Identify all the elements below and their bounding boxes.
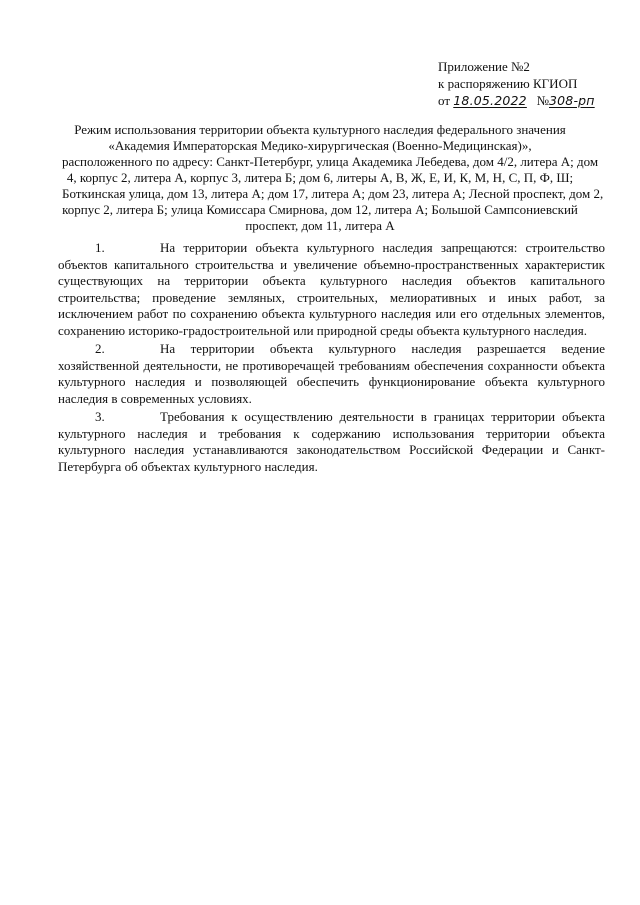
paragraph-1 <box>58 240 605 339</box>
paragraph-3 <box>58 409 605 475</box>
handwritten-date: 18.05.2022 <box>453 93 527 108</box>
appendix-header <box>438 58 628 109</box>
handwritten-number: 308-рп <box>549 93 595 108</box>
appendix-title: Приложение №2 <box>438 59 530 74</box>
title-line: Боткинская улица, дом 13, литера А; дом 17, литера А; дом 23, литера А; Лесной проспект, дом 2, <box>62 186 604 201</box>
document-body <box>58 240 605 477</box>
document-title <box>62 122 604 234</box>
paragraph-text: Требования к осуществлению деятельности в границах территории объекта культурного наследия и требования к содержанию использования территории объекта культурного наследия устанавливаются законодательством Российской Федерации и Санкт-Петербурга об объектах культурного наследия. <box>58 409 605 474</box>
from-prefix: от <box>438 93 454 108</box>
paragraph-2 <box>58 341 605 407</box>
appendix-date-number <box>438 92 628 109</box>
title-line: проспект, дом 11, литера А <box>245 218 395 233</box>
title-line: расположенного по адресу: Санкт-Петербург, улица Академика Лебедева, дом 4/2, литера А; дом <box>62 154 599 169</box>
paragraph-number: 3. <box>95 409 105 424</box>
number-prefix: № <box>536 93 549 108</box>
paragraph-number: 1. <box>95 240 105 255</box>
title-line: Режим использования территории объекта культурного наследия федерального значения <box>74 122 566 137</box>
paragraph-number: 2. <box>95 341 105 356</box>
paragraph-text: На территории объекта культурного наследия запрещаются: строительство объектов капитального строительства и увеличение объемно-пространственных характеристик существующих на территории объекта культурного наследия объектов капитального строительства; проведение земляных, строительных, мелиоративных и иных работ, за исключением работ по сохранению объекта культурного наследия или его отдельных элементов, сохранению историко-градостроительной или природной среды объекта культурного наследия. <box>58 240 605 338</box>
appendix-order-ref: к распоряжению КГИОП <box>438 76 578 91</box>
title-line: корпус 2, литера Б; улица Комиссара Смирнова, дом 12, литера А; Большой Сампсониевский <box>62 202 578 217</box>
title-line: 4, корпус 2, литера А, корпус 3, литера Б; дом 6, литеры А, В, Ж, Е, И, К, М, Н, С, П, Ф, Ш; <box>66 170 574 185</box>
title-line: «Академия Императорская Медико-хирургическая (Военно-Медицинская)», <box>108 138 532 153</box>
paragraph-text: На территории объекта культурного наследия разрешается ведение хозяйственной деятельности, не противоречащей требованиям обеспечения сохранности объекта культурного наследия и позволяющей обеспечить функционирование объекта культурного наследия в современных условиях. <box>58 341 605 406</box>
